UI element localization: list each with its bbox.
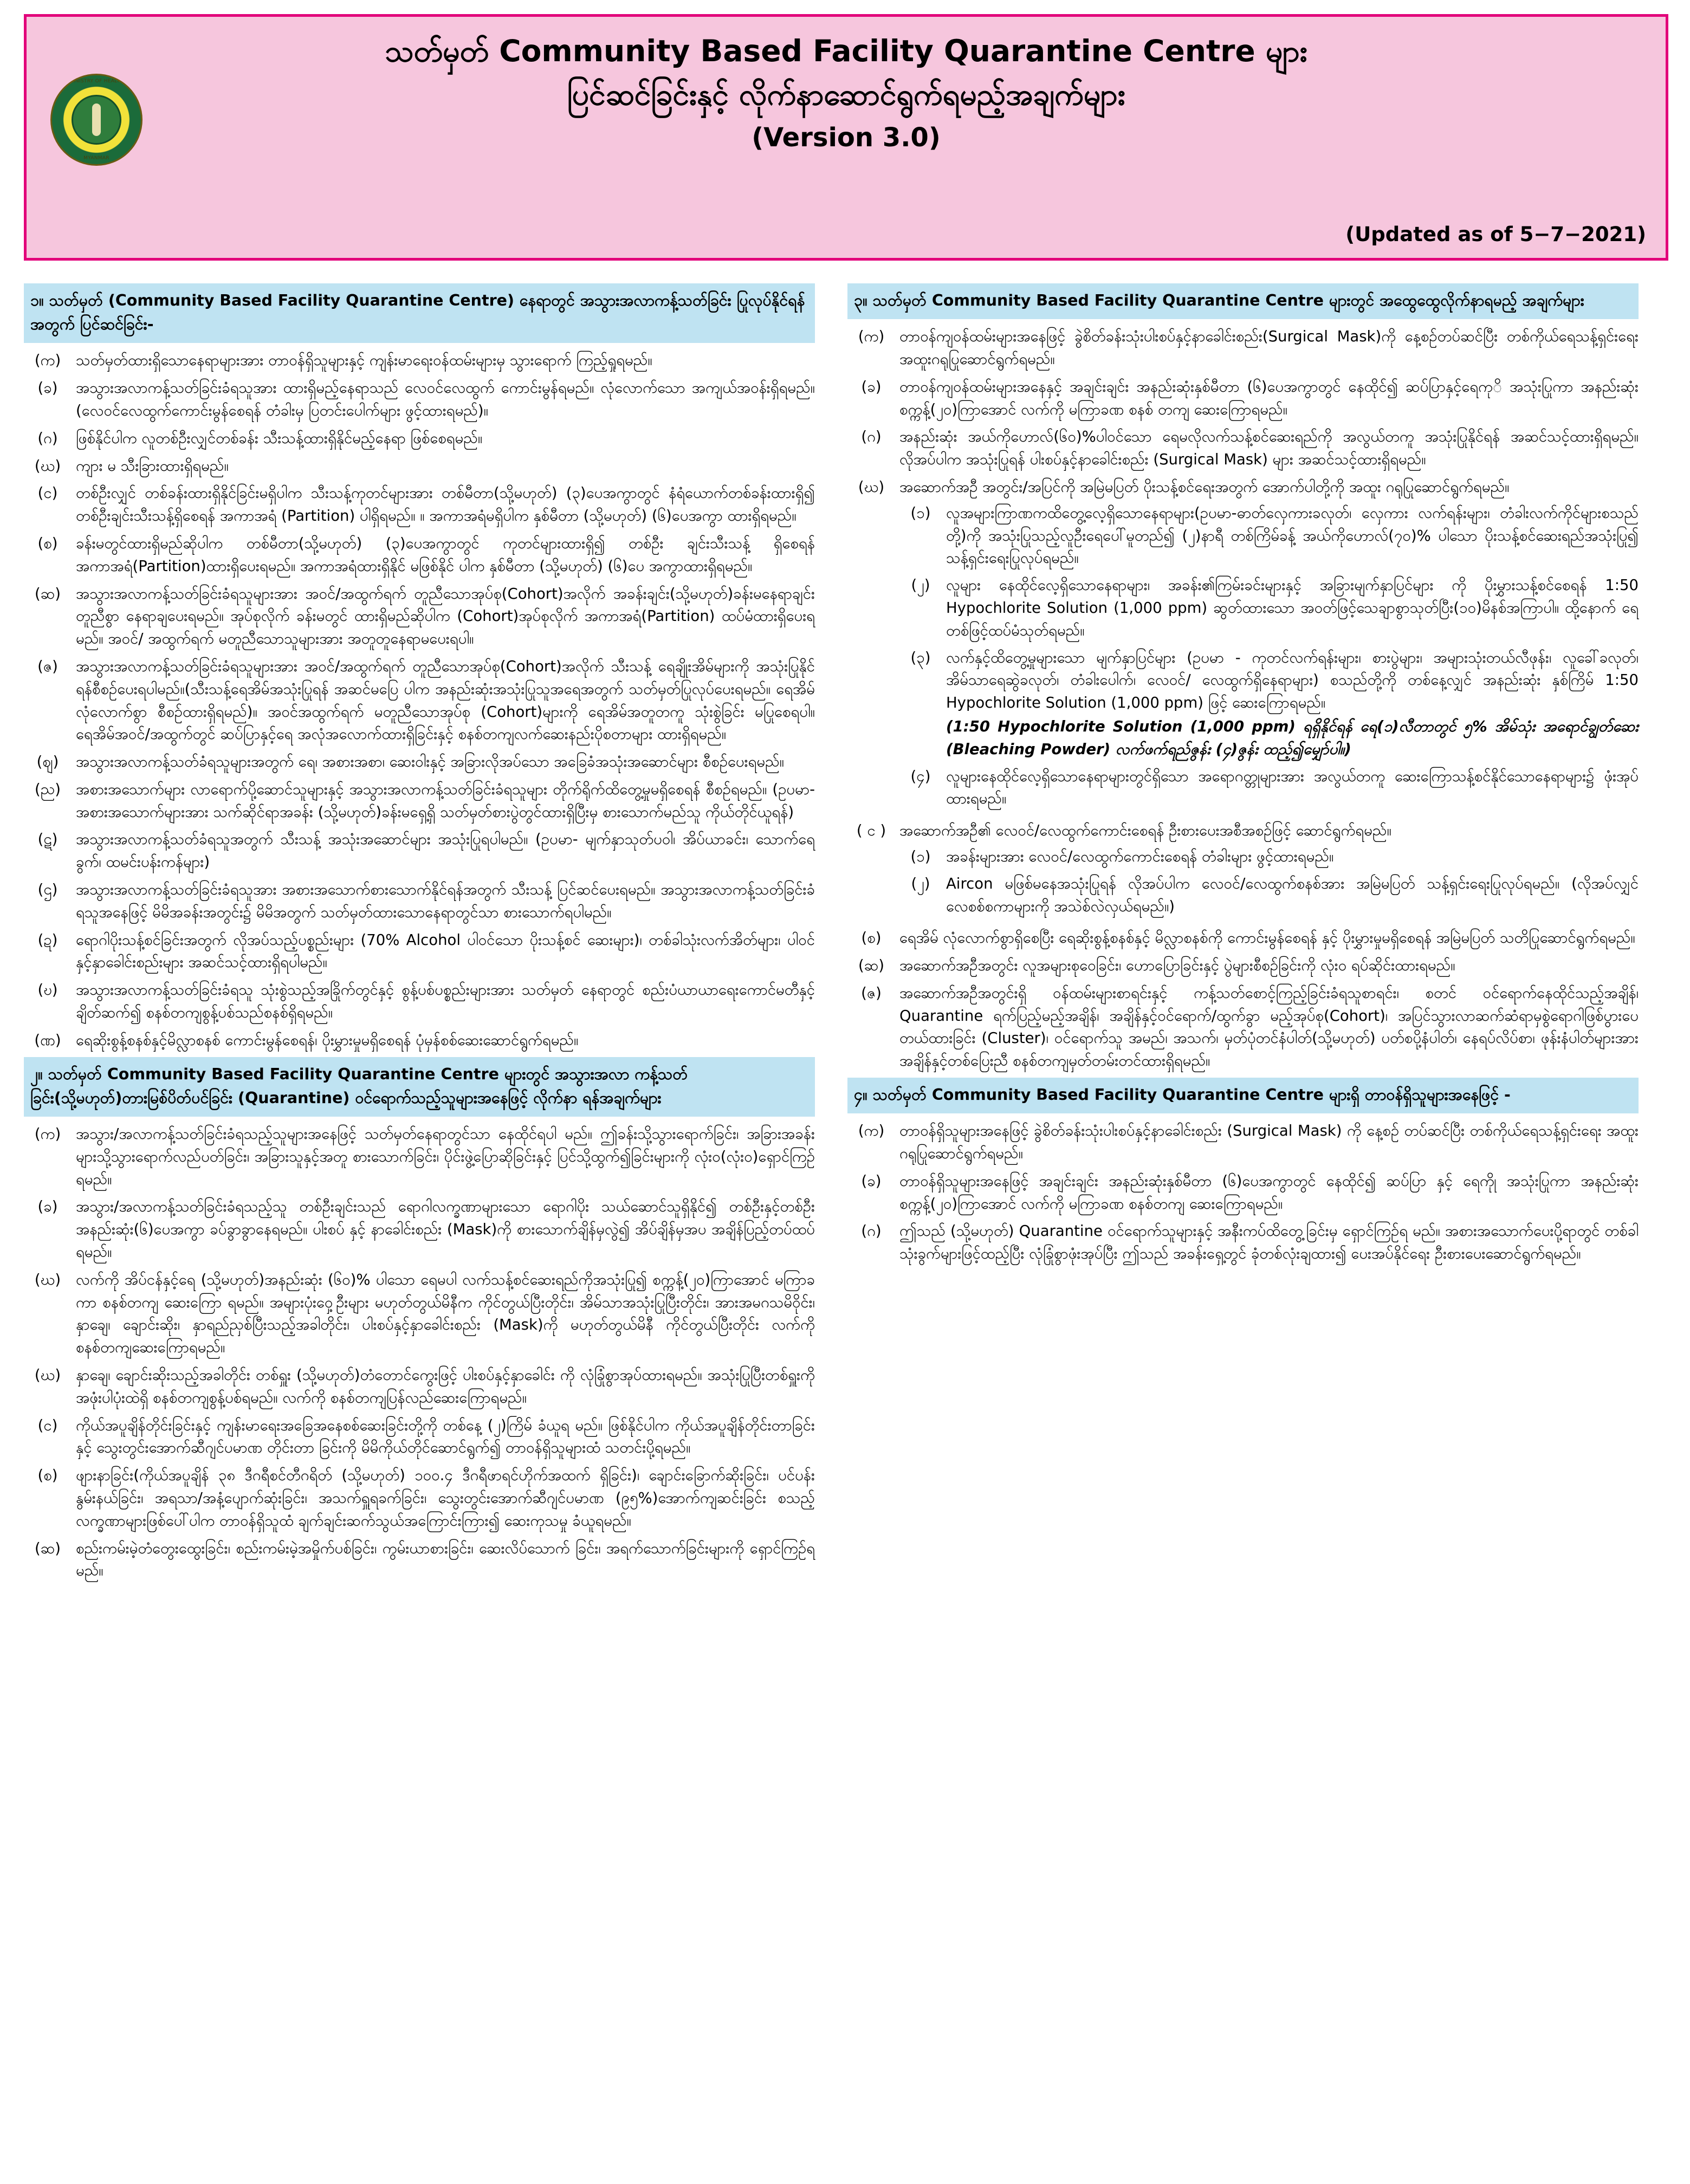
list-item-text: အသွား/အလာကန့်သတ်ခြင်းခံရသည့်သူများအနေဖြင့် သတ်မှတ်နေရာတွင်သာ နေထိုင်ရပါ မည်။ ဤခန်းသို့သွားရောက်ခြင်း၊ အခြားအခန်းများသို့သွားရောက်လည်ပတ်ခြင်း၊ အခြားသူနှင့်အတူ စားသောက်ခြင်း၊ ပိုင်းဖွဲ့ပြောဆိုခြင်းနှင့် ပြင်သို့ထွက်၍ခြင်းများကို လုံးဝ(လုံးဝ)ရှောင်ကြဉ်ရမည်။ <box>76 1125 815 1188</box>
list-item-text: လက်နှင့်ထိတွေ့မှုများသော မျက်နှာပြင်များ (ဥပမာ - ကုတင်လက်ရန်းများ၊ စားပွဲများ၊ အများသုံးတယ်လီဖုန်း၊ လူခေါ်ခလုတ်၊ အိမ်သာရေဆွဲခလုတ်၊ တံခါးပေါက်၊ လေဝင်/ လေထွက်ရှိနေရာများ) စသည်တို့ကို တစ်နေ့လျှင် အနည်းဆုံး နှစ်ကြိမ် 1:50 Hypochlorite Solution (1,000 ppm) ဖြင့် ဆေးကြောရမည်။ (1:50 Hypochlorite Solution (1,000 ppm) ရရှိနိုင်ရန် ရေ(၁)လီတာတွင် ၅% အိမ်သုံး အရောင်ချွတ်ဆေး (Bleaching Powder) လက်ဖက်ရည်ဇွန်း (၄)ဇွန်း ထည့်၍မျှော်ပါ။) <box>946 647 1639 761</box>
list-marker: (၄) <box>910 767 931 785</box>
list-item-text: အဆောက်အဦ၏ လေဝင်/လေထွက်ကောင်းစေရန် ဦးစားပေးအစီအစဉ်ဖြင့် ဆောင်ရွက်ရမည်။ (၁) အခန်းများအား လေဝင်/လေထွက်ကောင်းစေရန် တံခါးများ ဖွင့်ထားရမည်။ (၂) Aircon မဖြစ်မနေအသုံးပြုရန် လိုအပ်ပါက လေဝင်/လေထွက်စနစ်အား အမြဲမပြတ် သန့်ရှင်းရေးပြုလုပ်ရမည်။ (လိုအပ်လျှင် လေစစ်စကာများကို အသဲစ်လဲလှယ်ရမည်။) <box>899 820 1639 922</box>
list-item-text: အသွားအလာကန့်သတ်ခြင်းခံရသူများအား အဝင်/အထွက်ရက် တူညီသောအုပ်စု(Cohort)အလိုက် အခန်းချင်း(သို့မဟုတ်)ခန်းမနေရာချင်း တူညီစွာ နေရာချပေးရမည်။ အုပ်စုလိုက် ခန်းမတွင် ထားရှိမည်ဆိုပါက (Cohort)အုပ်စုလိုက် အကာအရံ(Partition) ထပ်မံထားရှိပေးရမည်။ အဝင်/ အထွက်ရက် မတူညီသောသူများအား အတူတူနေရာမပေးရပါ။ <box>76 585 815 648</box>
list-item <box>24 929 815 975</box>
list-item <box>847 1220 1639 1266</box>
ministry-of-health-logo-icon <box>50 74 143 166</box>
list-item <box>24 656 815 746</box>
list-marker: (ဇ) <box>37 657 58 675</box>
sub-list <box>899 502 1639 811</box>
left-column <box>24 283 815 1587</box>
list-item <box>24 751 815 774</box>
list-marker: (က) <box>34 1125 61 1143</box>
list-item-text: လူများနေထိုင်လေ့ရှိသောနေရာများတွင်ရှိသော အရောဂတ္တုများအား အလွယ်တကူ ဆေးကြောသန့်စင်နိုင်သောနေရာများ၌ ဖုံးအုပ်ထားရမည်။ <box>946 767 1639 808</box>
document-version: (Version 3.0) <box>752 122 941 153</box>
list-item-text: စည်းကမ်းမဲ့တံတွေးထွေးခြင်း၊ စည်းကမ်းမဲ့အမှိုက်ပစ်ခြင်း၊ ကွမ်းယာစားခြင်း၊ ဆေးလိပ်သောက် ခြင်း၊ အရက်သောက်ခြင်းများကို ရှောင်ကြဉ်ရမည်။ <box>76 1539 815 1580</box>
list-item-text: ဖြစ်နိုင်ပါက လူတစ်ဦးလျှင်တစ်ခန်း သီးသန့်ထားရှိနိုင်မည့်နေရာ ဖြစ်စေရမည်။ <box>76 429 483 447</box>
list-item-text: တစ်ဦးလျှင် တစ်ခန်းထားရှိနိုင်ခြင်းမရှိပါက သီးသန့်ကုတင်များအား တစ်မီတာ(သို့မဟုတ်) (၃)ပေအကွာတွင် နံရံယောက်တစ်ခန်းထားရှိ၍ တစ်ဦးချင်းသီးသန့်ရှိစေရန် အကာအရံ (Partition) ပါရှိရမည်။ ။ အကာအရံမရှိပါက နှစ်မီတာ (သို့မဟုတ်) (၆)ပေအကွာ ထားရှိရမည်။ <box>76 484 815 525</box>
list-item <box>24 1123 815 1191</box>
list-item-text: ကိုယ်အပူချိန်တိုင်းခြင်းနှင့် ကျန်းမာရေးအခြေအနေစစ်ဆေးခြင်းတို့ကို တစ်နေ့ (၂)ကြိမ် ခံယူရ မည်။ ဖြစ်နိုင်ပါက ကိုယ်အပူချိန်တိုင်းတာခြင်းနှင့် သွေးတွင်းအောက်ဆီဂျင်ပမာဏ တိုင်းတာ ခြင်းကို မိမိကိုယ်တိုင်ဆောင်ရွက်၍ တာဝန်ရှိသူများထံ သတင်းပို့ရမည်။ <box>76 1416 815 1457</box>
list-item <box>24 1415 815 1460</box>
section-heading-section-3 <box>847 283 1639 319</box>
list-marker: (က) <box>34 352 61 370</box>
list-marker: (စ) <box>37 1467 58 1485</box>
header-title-block <box>27 17 1666 153</box>
list-item <box>847 927 1639 950</box>
list-item-text: လူများ နေထိုင်လေ့ရှိသောနေရာများ၊ အခန်း၏ကြမ်းခင်းများနှင့် အခြားမျက်နှာပြင်များ ကို ပိုးမွှားသန့်စင်စေရန် 1:50 Hypochlorite Solution (1,000 ppm) ဆွတ်ထားသော အဝတ်ဖြင့်သေချာစွာသုတ်ပြီး(၁၀)မိနစ်အကြာပါ။ ထို့နောက် ရေတစ်ဖြင့်ထပ်မံသုတ်ရမည်။ <box>946 576 1639 639</box>
list-marker: (ဌ) <box>37 881 58 899</box>
list-item-text: ရေဆိုးစွန့်စနစ်နှင့်မိလ္လာစနစ် ကောင်းမွန်စေရန်၊ ပိုးမွှားမှုမရှိစေရန် ပုံမှန်စစ်ဆေးဆောင်ရွက်ရမည်။ <box>76 1031 579 1049</box>
section-heading-text: သတ်မှတ် Community Based Facility Quarantine Centre များတွင် အထွေထွေလိုက်နာရမည့် အချက်များ <box>872 291 1584 309</box>
list-item-text: အသွားအလာကန့်သတ်ခံရသူများအတွက် ရေ၊ အစားအစာ၊ ဆေးဝါးနှင့် အခြားလိုအပ်သော အခြေခံအသုံးအဆောင်များ စီစဉ်ပေးရမည်။ <box>76 753 785 771</box>
list-item-text: ရောဂါပိုးသန့်စင်ခြင်းအတွက် လိုအပ်သည့်ပစ္စည်းများ (70% Alcohol ပါဝင်သော ပိုးသန့်စင် ဆေးများ)၊ တစ်ခါသုံးလက်အိတ်များ၊ ပါဝင်နှင့်နှာခေါင်းစည်းများ အဆင်သင့်ထားရှိရပါမည်။ <box>76 931 815 971</box>
section-number: ၃။ <box>854 291 873 309</box>
list-item <box>24 879 815 924</box>
list-item <box>847 1170 1639 1216</box>
page-title-line1: သတ်မှတ် Community Based Facility Quarantine Centre များ <box>385 34 1307 68</box>
logo-bottom-text: MYANMAR <box>83 155 109 161</box>
list-marker: (င) <box>37 1416 58 1434</box>
section-heading-section-1 <box>24 283 815 343</box>
section-heading-text: သတ်မှတ် Community Based Facility Quarantine Centre များတွင် အသွားအလာ ကန့်သတ်ခြင်း(သို့မဟုတ်)တားမြစ်ပိတ်ပင်ခြင်း (Quarantine) ဝင်ရောက်သည့်သူများအနေဖြင့် လိုက်နာ ရန်အချက်များ <box>30 1065 688 1107</box>
section-heading-section-4 <box>847 1078 1639 1113</box>
section-number: ၁။ <box>30 291 49 309</box>
list-marker: (ဎ) <box>37 981 58 999</box>
list-item <box>847 376 1639 422</box>
list-marker: (ဆ) <box>858 957 885 975</box>
list-item <box>847 1120 1639 1165</box>
list-marker: (ဃ) <box>34 457 61 475</box>
list-marker: (၂) <box>911 576 930 594</box>
list-item-text: အဆောက်အဦအတွင်းရှိ ဝန်ထမ်းများစာရင်းနှင့် ကန့်သတ်စောင့်ကြည့်ခြင်းခံရသူစာရင်း၊ စတင် ဝင်ရောက်နေထိုင်သည့်အချိန်၊ Quarantine ရက်ပြည့်မည့်အချိန်၊ အချိန်နှင့်ဝင်ရောက်/ထွက်ခွာ မည့်အုပ်စု(Cohort)၊ အပြင်သွားလာဆက်ဆံရာမှစွဲရောဂါဖြစ်ပွားပေတယ်ထားခြင်း (Cluster)၊ ဝင်ရောက်သူ အမည်၊ အသက်၊ မှတ်ပုံတင်နံပါတ်(သို့မဟုတ်) ပတ်စပို့နံပါတ်၊ နေရပ်လိပ်စာ၊ ဖုန်းနံပါတ်များအား အချိန်နှင့်တစ်ပြေးညီ စနစ်တကျမှတ်တမ်းတင်ထားရှိရမည်။ <box>899 984 1639 1070</box>
list-item <box>24 427 815 450</box>
list-marker: (၂) <box>911 874 930 892</box>
list-marker: (၃) <box>910 649 931 666</box>
list-item-text: ဤသည် (သို့မဟုတ်) Quarantine ဝင်ရောက်သူများနှင့် အနီးကပ်ထိတွေ့ခြင်းမှ ရှောင်ကြဉ်ရ မည်။ အစားအသောက်ပေးပို့ရာတွင် တစ်ခါသုံးခွက်များဖြင့်ထည့်ပြီး လုံခြုံစွာဖုံးအုပ်ပြီး ဤသည် အခန်းရှေ့တွင် ခုံတစ်လုံးချထား၍ ပေးအပ်နိုင်ရေး ဦးစားပေးဆောင်ရွက်ရမည်။ <box>899 1222 1639 1263</box>
list-item <box>24 455 815 478</box>
page-title-line2: ပြင်ဆင်ခြင်းနှင့် လိုက်နာဆောင်ရွက်ရမည့်အချက်များ <box>567 77 1125 112</box>
list-item <box>24 1269 815 1359</box>
list-item-text: Aircon မဖြစ်မနေအသုံးပြုရန် လိုအပ်ပါက လေဝင်/လေထွက်စနစ်အား အမြဲမပြတ် သန့်ရှင်းရေးပြုလုပ်ရမည်။ (လိုအပ်လျှင် လေစစ်စကာများကို အသဲစ်လဲလှယ်ရမည်။) <box>946 874 1639 915</box>
list-marker: (က) <box>858 328 885 346</box>
list-marker: (ဏ) <box>34 1031 61 1049</box>
list-item-text: လူအများကြာဏကထိတွေ့လေ့ရှိသောနေရာများ(ဥပမာ-ဓာတ်လှေကားခလုတ်၊ လှေကား လက်ရန်းများ၊ တံခါးလက်ကိုင်များစသည်တို့)ကို အသုံးပြုသည့်လူဦးရေပေါ်မူတည်၍ (၂)နာရီ တစ်ကြိမ်ခန့် အယ်ကိုဟောလ်(၇၀)% ပါသော ပိုးသန့်စင်ဆေးရည်အသုံးပြု၍ သန့်ရှင်းရေးပြုလုပ်ရမည်။ <box>946 504 1639 567</box>
list-marker: (ဃ) <box>34 1271 61 1288</box>
list-marker: (၁) <box>910 847 931 865</box>
list-item-text: တာဝန်ရှိသူများအနေဖြင့် ခွဲစိတ်ခန်းသုံးပါးစပ်နှင့်နာခေါင်းစည်း (Surgical Mask) ကို နေ့စဉ် တပ်ဆင်ပြီး တစ်ကိုယ်ရေသန့်ရှင်းရေး အထူးဂရုပြုဆောင်ရွက်ရမည်။ <box>899 1122 1639 1163</box>
section-number: ၄။ <box>854 1086 873 1104</box>
list-marker: (ဆ) <box>34 1539 61 1557</box>
italic-note: (1:50 Hypochlorite Solution (1,000 ppm) ရရှိနိုင်ရန် ရေ(၁)လီတာတွင် ၅% အိမ်သုံး အရောင်ချွတ်ဆေး (Bleaching Powder) လက်ဖက်ရည်ဇွန်း (၄)ဇွန်း ထည့်၍မျှော်ပါ။) <box>946 717 1639 758</box>
section-heading-text: သတ်မှတ် (Community Based Facility Quarantine Centre) နေရာတွင် အသွားအလာကန့်သတ်ခြင်း ပြုလုပ်နိုင်ရန်အတွက် ပြင်ဆင်ခြင်း- <box>30 291 805 334</box>
document-updated-date: (Updated as of 5−7−2021) <box>1345 223 1646 246</box>
list-item-text: တာဝန်ကျဝန်ထမ်းများအနေနှင့် အချင်းချင်း အနည်းဆုံးနှစ်မီတာ (၆)ပေအကွာတွင် နေထိုင်၍ ဆပ်ပြာနှင့်ရေကုိ အသုံးပြုကာ အနည်းဆုံး စက္ကန့်(၂၀)ကြာအောင် လက်ကို မကြာခဏ စနစ် တကျ ဆေးကြောရမည်။ <box>899 378 1639 418</box>
section-number: ၂။ <box>30 1065 48 1083</box>
sub-list-item <box>899 846 1639 869</box>
list-item <box>847 955 1639 977</box>
list-marker: (က) <box>858 1122 885 1140</box>
sub-list <box>899 846 1639 918</box>
list-marker: (ဂ) <box>37 429 58 447</box>
list-marker: (ဆ) <box>34 585 61 602</box>
list-item-text: အစားအသောက်များ လာရောက်ပို့ဆောင်သူများနှင့် အသွားအလာကန့်သတ်ခြင်းခံရသူများ တိုက်ရိုက်ထိတွေ့မှုမရှိစေရန် စီစဉ်ရမည်။ (ဥပမာ- အစားအသောက်များအား သက်ဆိုင်ရာအခန်း (သို့မဟုတ်)ခန်းမရှေ့ရှိ သတ်မှတ်စားပွဲတွင်ထားရှိပြီးမှ စားသောက်မည်သူ ကိုယ်တိုင်ယူရန်) <box>76 780 815 821</box>
list-item-text: ကျား မ သီးခြားထားရှိရမည်။ <box>76 457 229 475</box>
list-item <box>24 482 815 528</box>
list-marker: (ခ) <box>861 378 882 396</box>
list-item <box>24 1364 815 1410</box>
list-item <box>847 476 1639 815</box>
list-marker: (ဂ) <box>861 1222 882 1240</box>
list-item-text: အသွားအလာကန့်သတ်ခြင်းခံရသူအား ထားရှိမည့်နေရာသည် လေဝင်လေထွက် ကောင်းမွန်ရမည်။ လုံလောက်သော အကျယ်အဝန်းရှိရမည်။ (လေဝင်လေထွက်ကောင်းမွန်စေရန် တံခါးမှ ပြတင်းပေါက်များ ဖွင့်ထားရမည်)။ <box>76 379 815 419</box>
list-item <box>24 533 815 578</box>
list-item <box>847 426 1639 471</box>
list-marker: (ဂ) <box>861 428 882 446</box>
document-body <box>16 283 1674 1587</box>
section-list-section-2 <box>24 1123 815 1583</box>
list-marker: (၁) <box>910 504 931 522</box>
list-marker: (ခ) <box>37 379 58 397</box>
section-heading-section-2 <box>24 1057 815 1117</box>
list-item <box>24 779 815 824</box>
list-item <box>24 583 815 651</box>
list-marker: (ည) <box>34 780 61 798</box>
list-marker: ( င ) <box>856 822 886 840</box>
list-item-text: သတ်မှတ်ထားရှိသောနေရာများအား တာဝန်ရှိသူများနှင့် ကျန်းမာရေးဝန်ထမ်းများမှ သွားရောက် ကြည့်ရှုရမည်။ <box>76 352 652 370</box>
section-list-section-1 <box>24 349 815 1052</box>
list-item-text: အသွား/အလာကန့်သတ်ခြင်းခံရသည့်သူ တစ်ဦးချင်းသည် ရောဂါလက္ခဏာများသော ရောဂါပိုး သယ်ဆောင်သူရှိနိုင်၍ တစ်ဦးနှင့်တစ်ဦး အနည်းဆုံး(၆)ပေအကွာ ခပ်ခွာခွာနေရမည်။ ပါးစပ် နှင့် နာခေါင်းစည်း (Mask)ကို စားသောက်ချိန်မှလွဲ၍ အိပ်ချိန်မှအပ အချိန်ပြည့်တပ်ထပ်ရမည်။ <box>76 1198 815 1261</box>
right-column <box>847 283 1639 1587</box>
list-marker: (ဍ) <box>37 931 58 949</box>
list-item-text: နှာချေ၊ ချောင်းဆိုးသည့်အခါတိုင်း တစ်ရှူး (သို့မဟုတ်)တံတောင်ကွေးဖြင့် ပါးစပ်နှင့်နှာခေါင်း ကို လုံခြုံစွာအုပ်ထားရမည်။ အသုံးပြုပြီးတစ်ရှူးကို အဖုံးပါပုံးထဲရှိ စနစ်တကျစွန့်ပစ်ရမည်။ လက်ကို စနစ်တကျပြန်လည်ဆေးကြောရမည်။ <box>76 1366 815 1407</box>
list-item <box>24 1538 815 1583</box>
list-marker: (ဇ) <box>861 984 882 1002</box>
sub-list-item <box>899 873 1639 918</box>
list-item-text: အသွားအလာကန့်သတ်ခြင်းခံရသူများအား အဝင်/အထွက်ရက် တူညီသောအုပ်စု(Cohort)အလိုက် သီးသန့် ရေချိုးအိမ်များကို အသုံးပြုနိုင်ရန်စီစဉ်ပေးရပါမည်။(သီးသန့်ရေအိမ်အသုံးပြုရန် အဆင်မပြေ ပါက အနည်းဆုံးအသုံးပြုသူအရေအတွက် သတ်မှတ်ပြုလုပ်ပေးရမည်။ ရေအိမ်လုံလောက်စွာ စီစဉ်ထားရှိရမည်)။ အဝင်အထွက်ရက် မတူညီသောအုပ်စု (Cohort)များကို ရေအိမ်အတူတကူ သုံးစွဲခြင်း မပြုစေရပါ။ ရေအိမ်အဝင်/အထွက်တွင် ဆပ်ပြာနှင့်ရေ အလုံအလောက်ထားရှိခြင်းနှင့် စနစ်တကျလက်ဆေးနည်းပိုစတာများ ထားရှိရမည်။ <box>76 657 815 743</box>
list-item-text: အဆောက်အဦအတွင်း လူအများစုဝေခြင်း၊ ဟောပြောခြင်းနှင့် ပွဲများစီစဉ်ခြင်းကို လုံးဝ ရပ်ဆိုင်းထားရမည်။ <box>899 957 1455 975</box>
list-item-text: ခန်းမတွင်ထားရှိမည်ဆိုပါက တစ်မီတာ(သို့မဟုတ်) (၃)ပေအကွာတွင် ကုတင်များထားရှိ၍ တစ်ဦး ချင်းသီးသန့် ရှိစေရန် အကာအရံ(Partition)ထားရှိပေးရမည်။ အကာအရံထားရှိနိုင် မဖြစ်နိုင် ပါက နှစ်မီတာ (သို့မဟုတ်) (၆)ပေ အကွာထားရှိရမည်။ <box>76 534 815 575</box>
list-item <box>24 349 815 372</box>
section-list-section-4 <box>847 1120 1639 1266</box>
sub-list-item <box>899 766 1639 811</box>
logo-top-text: MINISTRY OF HEALTH <box>69 79 124 84</box>
section-list-section-3 <box>847 326 1639 1073</box>
document-header <box>24 14 1668 261</box>
list-item <box>24 1464 815 1532</box>
list-marker: (ခ) <box>37 1198 58 1216</box>
list-item <box>24 377 815 423</box>
list-item-text: တာဝန်ရှိသူများအနေဖြင့် အချင်းချင်း အနည်းဆုံးနှစ်မီတာ (၆)ပေအကွာတွင် နေထိုင်၍ ဆပ်ပြာ နှင့် ရေကိုု အသုံးပြုကာ အနည်းဆုံး စက္ကန့်(၂၀)ကြာအောင် လက်ကို မကြာခဏ စနစ်တကျ ဆေးကြောရမည်။ <box>899 1172 1639 1213</box>
list-item-text: အဆောက်အဦ အတွင်း/အပြင်ကို အမြဲမပြတ် ပိုးသန့်စင်ရေးအတွက် အောက်ပါတို့ကို အထူး ဂရုပြုဆောင်ရွက်ရမည်။ (၁) လူအများကြာဏကထိတွေ့လေ့ရှိသောနေရာများ(ဥပမာ-ဓာတ်လှေကားခလုတ်၊ လှေကား လက်ရန်းများ၊ တံခါးလက်ကိုင်များစသည်တို့)ကို အသုံးပြုသည့်လူဦးရေပေါ်မူတည်၍ (၂)နာရီ တစ်ကြိမ်ခန့် အယ်ကိုဟောလ်(၇၀)% ပါသော ပိုးသန့်စင်ဆေးရည်အသုံးပြု၍ သန့်ရှင်းရေးပြုလုပ်ရမည်။ (၂) လူများ နေထိုင်လေ့ရှိသောနေရာများ၊ အခန်း၏ကြမ်းခင်းများနှင့် အခြားမျက်နှာပြင်များ ကို ပိုးမွှားသန့်စင်စေရန် 1:50 Hypochlorite Solution (1,000 ppm) ဆွတ်ထားသော အဝတ်ဖြင့်သေချာစွာသုတ်ပြီး(၁၀)မိနစ်အကြာပါ။ ထို့နောက် ရေတစ်ဖြင့်ထပ်မံသုတ်ရမည်။ (၃) လက်နှင့်ထိတွေ့မှုများသော မျက်နှာပြင်များ (ဥပမာ - ကုတင်လက်ရန်းများ၊ စားပွဲများ၊ အများသုံးတယ်လီဖုန်း၊ လူခေါ်ခလုတ်၊ အိမ်သာရေဆွဲခလုတ်၊ တံခါးပေါက်၊ လေဝင်/ လေထွက်ရှိနေရာများ) စသည်တို့ကို တစ်နေ့လျှင် အနည်းဆုံး နှစ်ကြိမ် 1:50 Hypochlorite Solution (1,000 ppm) ဖြင့် ဆေးကြောရမည်။ (1:50 Hypochlorite Solution (1,000 ppm) ရရှိနိုင်ရန် ရေ(၁)လီတာတွင် ၅% အိမ်သုံး အရောင်ချွတ်ဆေး (Bleaching Powder) လက်ဖက်ရည်ဇွန်း (၄)ဇွန်း ထည့်၍မျှော်ပါ။) (၄) လူများနေထိုင်လေ့ရှိသောနေရာများတွင်ရှိသော အရောဂတ္တုများအား အလွယ်တကူ ဆေးကြောသန့်စင်နိုင်သောနေရာများ၌ ဖုံးအုပ်ထားရမည်။ <box>899 476 1639 815</box>
list-item-text: အခန်းများအား လေဝင်/လေထွက်ကောင်းစေရန် တံခါးများ ဖွင့်ထားရမည်။ <box>946 847 1334 865</box>
list-marker: (စ) <box>37 534 58 552</box>
list-item-text: ရေအိမ် လုံလောက်စွာရှိစေပြီး ရေဆိုးစွန့်စနစ်နှင့် မိလ္လာစနစ်ကို ကောင်းမွန်စေရန် နှင့် ပိုးမွှားမှုမရှိစေရန် အမြဲမပြတ် သတိပြုဆောင်ရွက်ရမည်။ <box>899 929 1635 947</box>
list-item-text: အနည်းဆုံး အယ်ကိုဟောလ်(၆၀)%ပါဝင်သော ရေမလိုလက်သန့်စင်ဆေးရည်ကို အလွယ်တကူ အသုံးပြုနိုင်ရန် အဆင်သင့်ထားရှိရမည်။ လိုအပ်ပါက အသုံးပြုရန် ပါးစပ်နှင့်နာခေါင်းစည်း (Surgical Mask) များ အဆင်သင့်ထားရှိရမည်။ <box>899 428 1639 469</box>
list-item <box>24 979 815 1025</box>
list-marker: (ဃ) <box>34 1366 61 1384</box>
list-item-text: ဖျားနာခြင်း(ကိုယ်အပူချိန် ၃၈ ဒီဂရီစင်တီဂရိတ် (သို့မဟုတ်) ၁၀၀.၄ ဒီဂရီဖာရင်ဟိုက်အထက် ရှိခြင်း)၊ ချောင်းခြောက်ဆိုးခြင်း၊ ပင်ပန်းနွမ်းနယ်ခြင်း၊ အရသာ/အနံ့ပျောက်ဆုံးခြင်း၊ အသက်ရှူရခက်ခြင်း၊ သွေးတွင်းအောက်ဆီဂျင်ပမာဏ (၉၅%)အောက်ကျဆင်းခြင်း စသည့် လက္ခဏာများဖြစ်ပေါ်ပါက တာဝန်ရှိသူထံ ချက်ချင်းဆက်သွယ်အကြောင်းကြား၍ ဆေးကုသမှု ခံယူရမည်။ <box>76 1467 815 1530</box>
list-item <box>24 1196 815 1263</box>
sub-list-item <box>899 502 1639 570</box>
list-marker: (ဃ) <box>858 478 885 496</box>
list-item <box>24 1029 815 1052</box>
list-marker: (ဋ) <box>37 831 58 848</box>
list-item <box>847 982 1639 1073</box>
list-item-text: အသွားအလာကန့်သတ်ခံရသူအတွက် သီးသန့် အသုံးအဆောင်များ အသုံးပြုရပါမည်။ (ဥပမာ- မျက်နှာသုတ်ပဝါ၊ အိပ်ယာခင်း၊ သောက်ရေခွက်၊ ထမင်းပန်းကန်များ) <box>76 831 815 871</box>
list-item-text: လက်ကို အိပ်ငန်နှင့်ရေ (သို့မဟုတ်)အနည်းဆုံး (၆၀)% ပါသော ရေမပါ လက်သန့်စင်ဆေးရည်ကိုအသုံးပြု၍ စက္ကန့်(၂၀)ကြာအောင် မကြာခကာ စနစ်တကျ ဆေးကြော ရမည်။ အများပုံးဝှေ့ဦးများ မဟုတ်တွယ်မိနီက ကိုင်တွယ်ပြီးတိုင်း၊ အိမ်သာအသုံးပြုပြီးတိုင်း၊ အားအမဂသမိဝိုင်း၊ နှာချေ၊ ချောင်းဆိုး၊ နှာရည်ညှစ်ပြီးသည့်အခါတိုင်း၊ ပါးစပ်နှင့်နှာခေါင်းစည်း (Mask)ကို မဟုတ်တွယ်မိနီ ကိုင်တွယ်ပြီးတိုင်း လက်ကိုစနစ်တကျဆေးကြောရမည်။ <box>76 1271 815 1357</box>
list-marker: (ခ) <box>861 1172 882 1190</box>
list-marker: (ဈ) <box>36 753 59 771</box>
list-item-text: တာဝန်ကျဝန်ထမ်းများအနေဖြင့် ခွဲစိတ်ခန်းသုံးပါးစပ်နှင့်နာခေါင်းစည်း(Surgical Mask)ကို နေ့စဉ်တပ်ဆင်ပြီး တစ်ကိုယ်ရေသန့်ရှင်းရေး အထူးဂရုပြုဆောင်ရွက်ရမည်။ <box>899 328 1639 368</box>
section-heading-text: သတ်မှတ် Community Based Facility Quarantine Centre များရှိ တာဝန်ရှိသူများအနေဖြင့် - <box>872 1086 1511 1104</box>
list-item <box>847 326 1639 371</box>
logo-rod-of-asclepius-icon <box>92 103 101 136</box>
list-marker: (စ) <box>861 929 882 947</box>
sub-list-item <box>899 574 1639 642</box>
list-item-text: အသွားအလာကန့်သတ်ခြင်းခံရသူအား အစားအသောက်စားသောက်နိုင်ရန်အတွက် သီးသန့် ပြင်ဆင်ပေးရမည်။ အသွားအလာကန့်သတ်ခြင်းခံရသူအနေဖြင့် မိမိအခန်းအတွင်း၌ မိမိအတွက် သတ်မှတ်ထားသောနေရာတွင်သာ စားသောက်ရပါမည်။ <box>76 881 815 921</box>
list-marker: (င) <box>37 484 58 502</box>
list-item <box>847 820 1639 922</box>
list-item-text: အသွားအလာကန့်သတ်ခြင်းခံရသူ သုံးစွဲသည့်အခြိုက်တွင်နှင့် စွန့်ပစ်ပစ္စည်းများအား သတ်မှတ် နေရာတွင် စည်းပံယာယာရေးကောင်မတီနှင့်ချိတ်ဆက်၍ စနစ်တကျစွန့်ပစ်သည်စနစ်ရှိရမည်။ <box>76 981 815 1022</box>
list-item <box>24 828 815 874</box>
sub-list-item <box>899 647 1639 761</box>
